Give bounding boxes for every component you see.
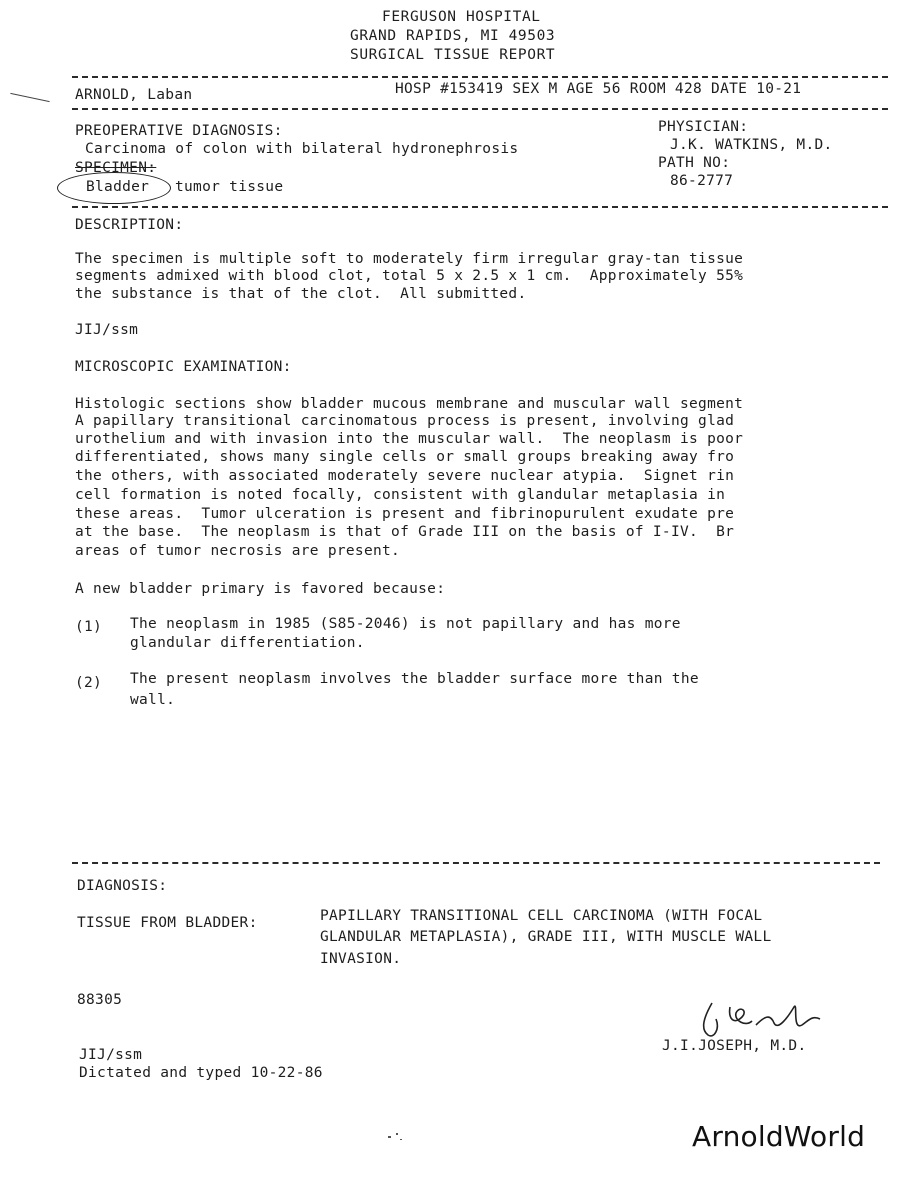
- preop-diagnosis-text: Carcinoma of colon with bilateral hydronephrosis: [85, 141, 519, 157]
- reason-2-line-1: The present neoplasm involves the bladder surface more than the: [130, 671, 699, 687]
- report-type: SURGICAL TISSUE REPORT: [350, 47, 556, 63]
- reason-1-line-1: The neoplasm in 1985 (S85-2046) is not papillary and has more: [130, 616, 681, 632]
- hospital-name: FERGUSON HOSPITAL: [382, 9, 541, 25]
- reason-1-number: (1): [75, 619, 103, 635]
- microscopic-line-3: urothelium and with invasion into the muscular wall. The neoplasm is poor: [75, 431, 744, 447]
- signed-name: J.I.JOSEPH, M.D.: [662, 1038, 807, 1054]
- divider-top: [72, 76, 888, 78]
- specimen-rest: tumor tissue: [175, 179, 284, 195]
- dictated-typed-date: Dictated and typed 10-22-86: [79, 1065, 323, 1081]
- microscopic-line-5: the others, with associated moderately severe nuclear atypia. Signet rin: [75, 468, 735, 484]
- microscopic-label: MICROSCOPIC EXAMINATION:: [75, 359, 292, 375]
- description-line-2: segments admixed with blood clot, total 5 x 2.5 x 1 cm. Approximately 55%: [75, 268, 744, 284]
- speck: [388, 1136, 391, 1138]
- divider-patient: [72, 108, 888, 110]
- divider-diagnosis: [72, 862, 880, 864]
- description-line-3: the substance is that of the clot. All submitted.: [75, 286, 527, 302]
- diagnosis-line-2: GLANDULAR METAPLASIA), GRADE III, WITH MUSCLE WALL: [320, 929, 772, 945]
- path-no-value: 86-2777: [670, 173, 734, 189]
- diagnosis-site: TISSUE FROM BLADDER:: [77, 915, 258, 931]
- description-label: DESCRIPTION:: [75, 217, 184, 233]
- microscopic-line-2: A papillary transitional carcinomatous process is present, involving glad: [75, 413, 735, 429]
- microscopic-line-6: cell formation is noted focally, consistent with glandular metaplasia in: [75, 487, 726, 503]
- microscopic-line-8: at the base. The neoplasm is that of Grade III on the basis of I-IV. Br: [75, 524, 735, 540]
- margin-mark: [10, 93, 49, 102]
- description-initials: JIJ/ssm: [75, 322, 139, 338]
- watermark-main: ArnoldWorld: [692, 1120, 866, 1153]
- hospital-city: GRAND RAPIDS, MI 49503: [350, 28, 556, 44]
- reason-1-line-2: glandular differentiation.: [130, 635, 365, 651]
- specimen-circled-word: Bladder: [86, 179, 150, 195]
- physician-label: PHYSICIAN:: [658, 119, 749, 135]
- reason-2-number: (2): [75, 675, 103, 691]
- microscopic-line-1: Histologic sections show bladder mucous membrane and muscular wall segment: [75, 396, 744, 412]
- watermark-top: ArnoldWorld: [696, 1103, 782, 1119]
- microscopic-line-7: these areas. Tumor ulceration is present and fibrinopurulent exudate pre: [75, 506, 735, 522]
- hospital-info-line: HOSP #153419 SEX M AGE 56 ROOM 428 DATE 10-21: [395, 81, 802, 97]
- watermark-bottom: ArnoldWorld: [696, 1159, 782, 1175]
- diagnosis-label: DIAGNOSIS:: [77, 878, 168, 894]
- billing-code: 88305: [77, 992, 123, 1008]
- description-line-1: The specimen is multiple soft to moderately firm irregular gray-tan tissue: [75, 251, 744, 267]
- typist-initials: JIJ/ssm: [79, 1047, 143, 1063]
- speck: [396, 1133, 398, 1135]
- microscopic-line-4: differentiated, shows many single cells or small groups breaking away fro: [75, 449, 735, 465]
- divider-specimen: [72, 206, 888, 208]
- preop-diagnosis-label: PREOPERATIVE DIAGNOSIS:: [75, 123, 283, 139]
- microscopic-line-9: areas of tumor necrosis are present.: [75, 543, 401, 559]
- path-no-label: PATH NO:: [658, 155, 731, 171]
- favored-intro: A new bladder primary is favored because:: [75, 581, 446, 597]
- specimen-circle: [57, 172, 171, 204]
- specimen-label: SPECIMEN:: [75, 160, 157, 176]
- reason-2-line-2: wall.: [130, 692, 176, 708]
- physician-name: J.K. WATKINS, M.D.: [670, 137, 833, 153]
- diagnosis-line-1: PAPILLARY TRANSITIONAL CELL CARCINOMA (WITH FOCAL: [320, 908, 763, 924]
- diagnosis-line-3: INVASION.: [320, 951, 402, 967]
- speck: [400, 1139, 402, 1140]
- patient-name: ARNOLD, Laban: [75, 87, 193, 103]
